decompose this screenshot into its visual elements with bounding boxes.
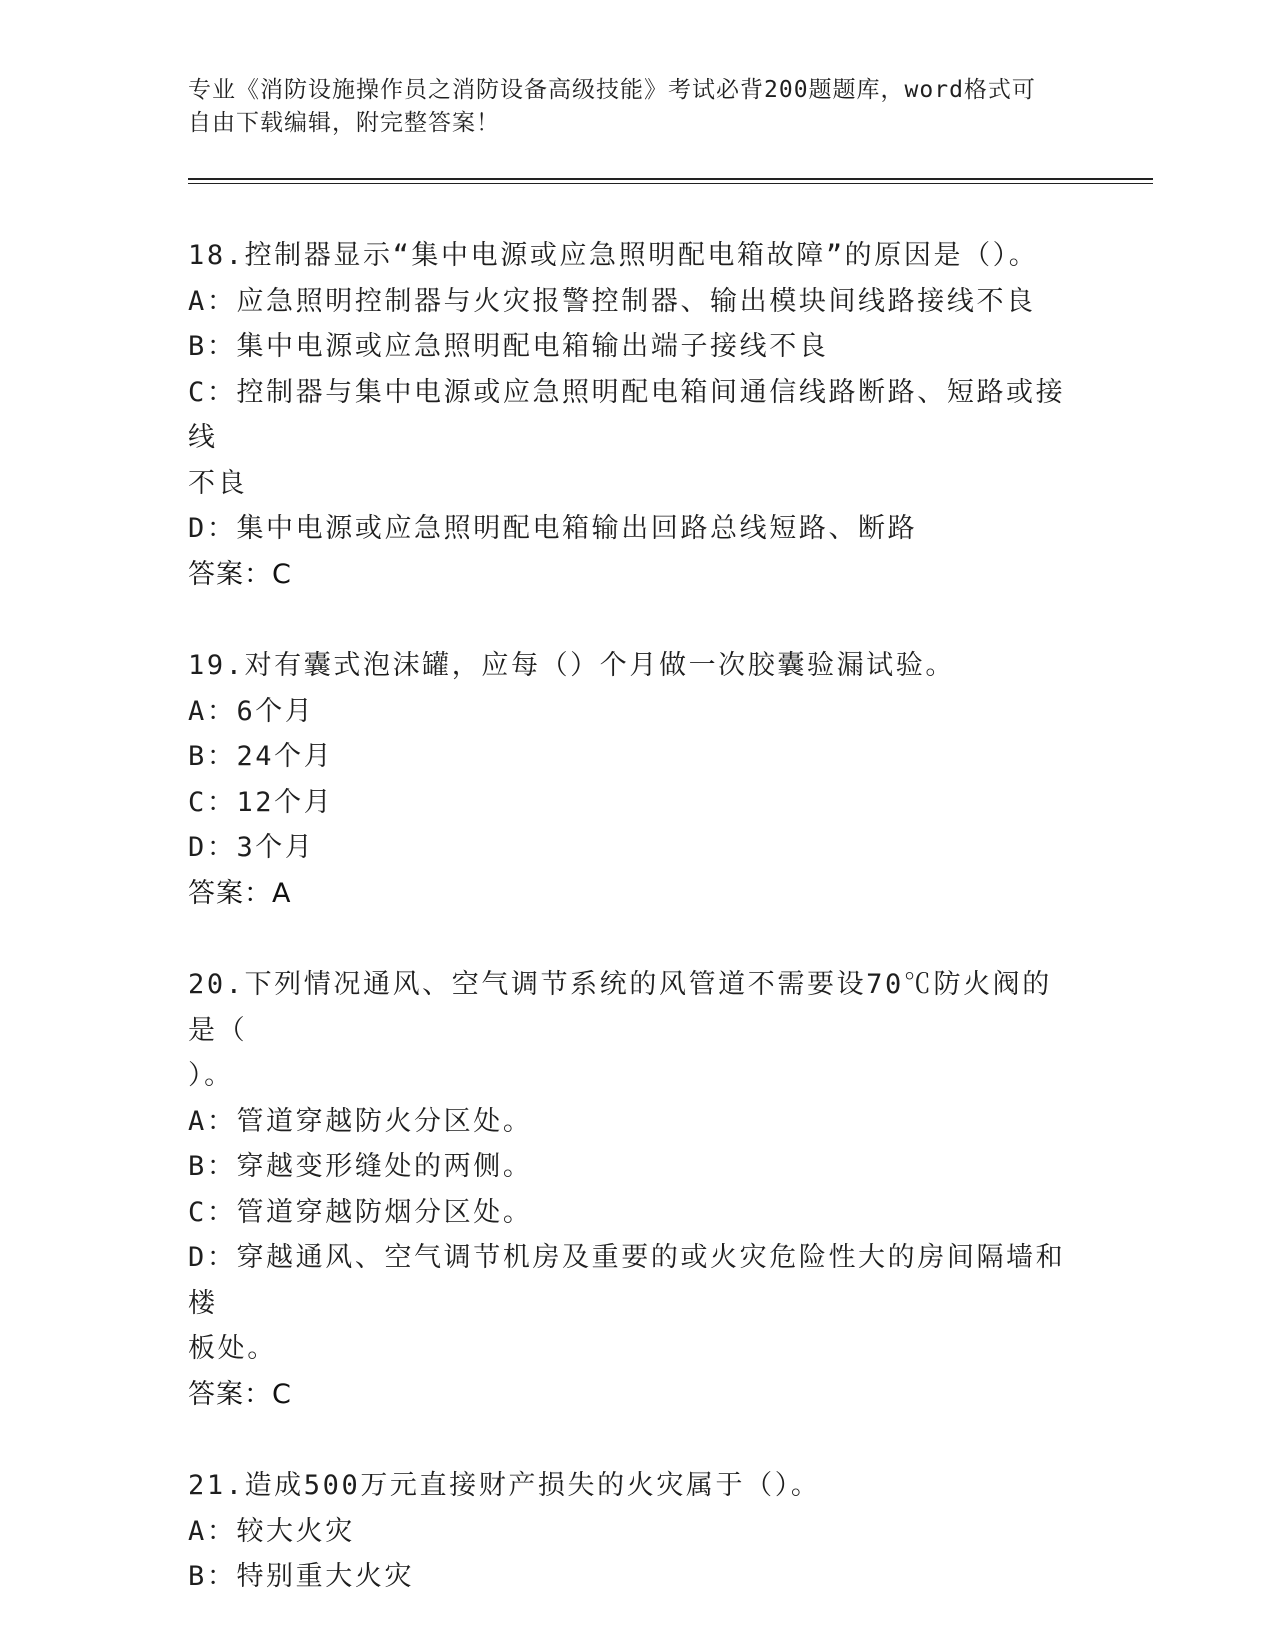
question-stem: 18.控制器显示“集中电源或应急照明配电箱故障”的原因是（）。 <box>188 240 1039 271</box>
header-line-1: 专业《消防设施操作员之消防设备高级技能》考试必背200题题库，word格式可 <box>188 77 1036 103</box>
header-divider-thick <box>188 178 1153 180</box>
header-divider-thin <box>188 183 1153 184</box>
option-c: C：控制器与集中电源或应急照明配电箱间通信线路断路、短路或接线 <box>188 376 1066 453</box>
answer-line <box>188 871 1078 917</box>
option-a: A：应急照明控制器与火灾报警控制器、输出模块间线路接线不良 <box>188 285 1036 317</box>
answer-label: 答案： <box>188 1378 272 1410</box>
option-d-continued: 板处。 <box>188 1333 277 1364</box>
question-21 <box>188 1463 1078 1600</box>
answer-value: A <box>272 877 292 909</box>
question-18 <box>188 233 1078 597</box>
header-line-2: 自由下载编辑，附完整答案！ <box>188 110 500 136</box>
question-list <box>188 233 1078 1646</box>
option-a: A：管道穿越防火分区处。 <box>188 1105 533 1137</box>
option-b: B：24个月 <box>188 741 334 772</box>
question-stem: 20.下列情况通风、空气调节系统的风管道不需要设70℃防火阀的是（ <box>188 969 1052 1046</box>
option-c: C：管道穿越防烟分区处。 <box>188 1196 533 1228</box>
answer-value: C <box>272 1378 292 1410</box>
document-header <box>188 74 1068 140</box>
option-c: C：12个月 <box>188 786 334 818</box>
question-stem-continued: ）。 <box>188 1060 234 1091</box>
answer-line <box>188 1372 1078 1418</box>
question-stem: 21.造成500万元直接财产损失的火灾属于（）。 <box>188 1470 821 1501</box>
question-20 <box>188 962 1078 1417</box>
option-b: B：集中电源或应急照明配电箱输出端子接线不良 <box>188 331 829 362</box>
option-c-continued: 不良 <box>188 467 248 499</box>
option-d: D：穿越通风、空气调节机房及重要的或火灾危险性大的房间隔墙和楼 <box>188 1242 1066 1319</box>
answer-line <box>188 552 1078 598</box>
option-a: A：6个月 <box>188 695 315 727</box>
option-d: D：集中电源或应急照明配电箱输出回路总线短路、断路 <box>188 513 918 544</box>
option-b: B：穿越变形缝处的两侧。 <box>188 1151 533 1182</box>
option-d: D：3个月 <box>188 832 315 863</box>
answer-label: 答案： <box>188 558 272 590</box>
question-stem: 19.对有囊式泡沫罐，应每（）个月做一次胶囊验漏试验。 <box>188 650 955 681</box>
answer-label: 答案： <box>188 877 272 909</box>
answer-value: C <box>272 558 292 590</box>
option-a: A：较大火灾 <box>188 1515 355 1547</box>
option-b: B：特别重大火灾 <box>188 1561 415 1592</box>
question-19 <box>188 643 1078 916</box>
